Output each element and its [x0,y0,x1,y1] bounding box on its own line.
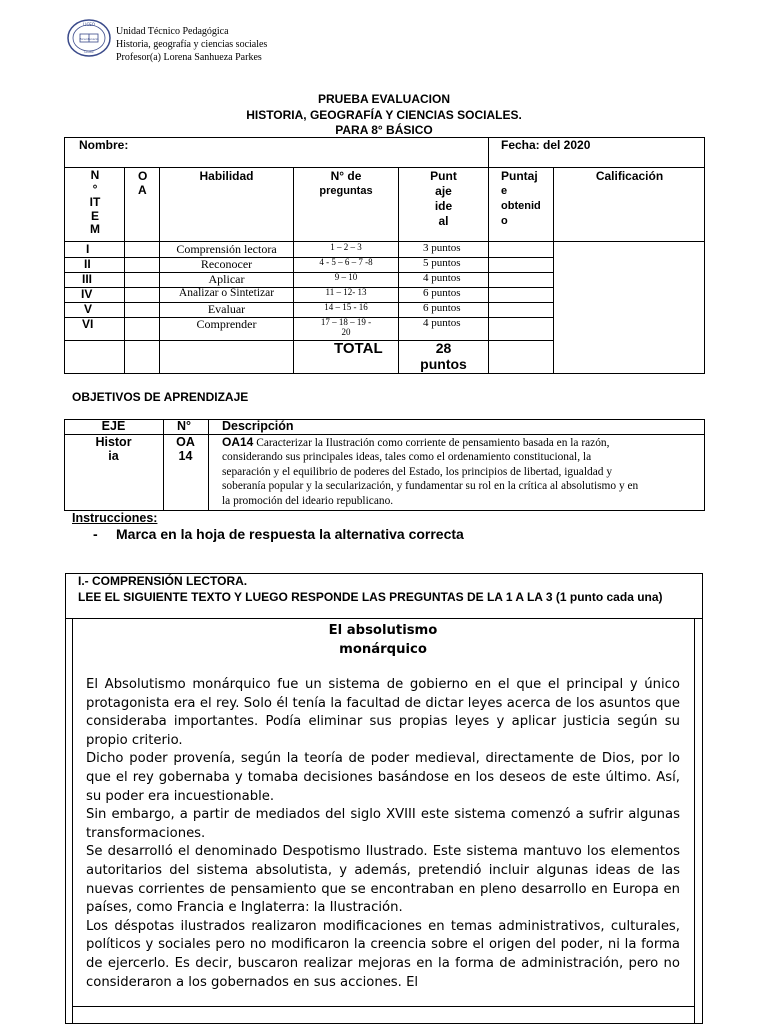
name-date-row [64,137,705,168]
paragraph: Se desarrolló el denominado Despotismo Ilustrado. Este sistema mantuvo los elementos autoritarios del sistema absolutista, y además, pretendió incluir algunas ideas de las nuevas corrientes de pensamiento que se encontraban en pleno desarrollo en Europa en países, como Francia e Inglaterra: la Ilustración. [86,844,680,916]
fecha-label: Fecha: del 2020 [501,138,591,152]
school-logo [66,18,112,58]
total-label: TOTAL [334,340,383,357]
reading-title: El absolutismo monárquico [328,623,438,657]
svg-text:Bicentenario: Bicentenario [79,37,99,41]
col-habilidad-header: Habilidad [199,169,254,183]
nombre-label: Nombre: [79,138,129,152]
header-subject: Historia, geografía y ciencias sociales [116,39,268,50]
title-line-1: PRUEBA EVALUACION [317,92,450,106]
title-line-2: HISTORIA, GEOGRAFÍA Y CIENCIAS SOCIALES. [246,108,522,122]
paragraph: Los déspotas ilustrados realizaron modificaciones en temas administrativos, culturales, políticos y sociales pero no modificaron la creencia sobre el origen del poder, ni la forma de ejercerlo. Es decir, buscaron realizar mejoras en la forma de administración, pero no consideraron a los gobernados en sus acciones. El [86,918,680,990]
instruction-bullet: - [93,526,98,542]
col-oa-header: O A [138,169,148,197]
reading-passage [86,676,680,992]
header-unit: Unidad Técnico Pedagógica [116,26,229,37]
instruction-text: Marca en la hoja de respuesta la alternativa correcta [116,526,464,542]
paragraph: Sin embargo, a partir de mediados del siglo XVIII este sistema comenzó a sufrir algunas transformaciones. [86,807,680,841]
svg-text:Liceo: Liceo [84,50,94,54]
paragraph: Dicho poder provenía, según la teoría de poder medieval, directamente de Dios, por lo que el rey gobernaba y tomaba decisiones basándose en los deseos de este último. Así, su poder era incuestionable. [86,751,680,804]
oa-value: OA 14 [176,435,195,463]
col-descripcion-header: Descripción [222,419,294,433]
instructions-heading: Instrucciones: [72,511,158,525]
paragraph: El Absolutismo monárquico fue un sistema de gobierno en el que el principal y único protagonista era el rey. Solo él tenía la facultad de dictar leyes acerca de los asuntos que consideraba importantes. Podía eliminar sus propias leyes y aplicar justicia según su propio criterio. [86,677,680,748]
col-preguntas-header: N° de preguntas [319,169,373,197]
objective-description: OA14 Caracterizar la Ilustración como corriente de pensamiento basada en la razón, considerando sus principales ideas, tales como el ordenamiento constitucional, la separación y el equilibrio de poderes del Estado, los principios de libertad, igualdad y soberanía popular y la secularización, y fundamentar su rol en la crítica al absolutismo y en la promoción del ideario republicano. [222,435,639,507]
col-n-header: N° [177,419,192,433]
objectives-heading: OBJETIVOS DE APRENDIZAJE [72,390,249,404]
header-teacher: Profesor(a) Lorena Sanhueza Parkes [116,52,262,63]
col-puntaje-ideal-header: Punt aje ide al [430,169,457,228]
col-puntaje-obtenido-header: Puntaj e obtenid o [501,169,541,227]
eje-value: Histor ia [95,435,132,463]
col-eje-header: EJE [101,419,126,433]
section-1-subtitle: LEE EL SIGUIENTE TEXTO Y LUEGO RESPONDE LAS PREGUNTAS DE LA 1 A LA 3 (1 punto cada una) [78,590,663,604]
total-value: 28 puntos [420,340,467,372]
svg-text:LICEO: LICEO [83,22,95,27]
col-item-header: N ° IT E M [89,168,101,236]
col-calificacion-header: Calificación [595,169,664,183]
title-line-3: PARA 8° BÁSICO [335,123,433,137]
section-1-title: I.- COMPRENSIÓN LECTORA. [78,574,248,588]
